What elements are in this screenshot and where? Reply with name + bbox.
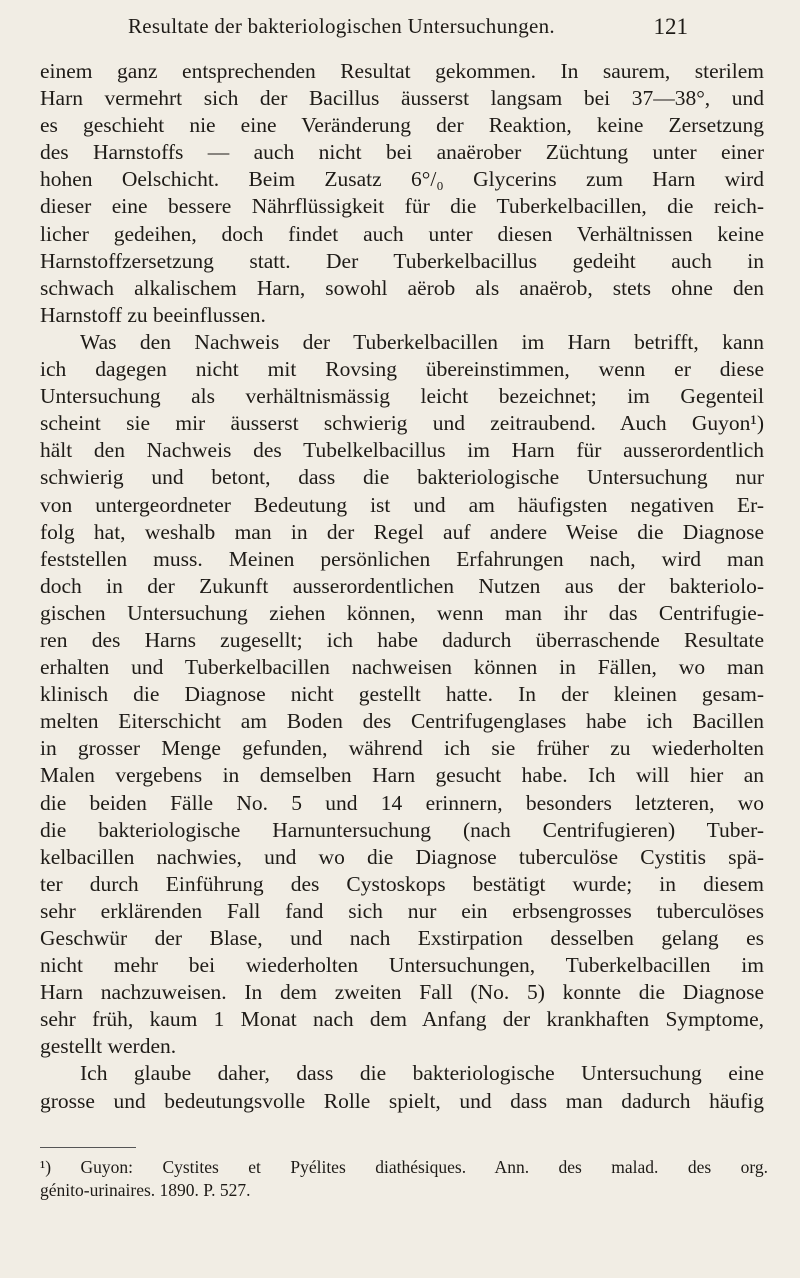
footnote-line: ¹) Guyon: Cystites et Pyélites diathésiques. Ann. des malad. des org. bbox=[40, 1157, 768, 1177]
text-line: es geschieht nie eine Veränderung der Reaktion, keine Zersetzung bbox=[40, 113, 764, 138]
text-line: Untersuchung als verhältnismässig leicht bezeichnet; im Gegenteil bbox=[40, 384, 764, 409]
text-line: Harn vermehrt sich der Bacillus äusserst langsam bei 37—38°, und bbox=[40, 86, 764, 111]
text-line: melten Eiterschicht am Boden des Centrifugenglases habe ich Bacillen bbox=[40, 709, 764, 734]
text-line: hält den Nachweis des Tubelkelbacillus im Harn für ausserordentlich bbox=[40, 438, 764, 463]
text-line: Harn nachzuweisen. In dem zweiten Fall (No. 5) konnte die Diagnose bbox=[40, 980, 764, 1005]
text-line: Geschwür der Blase, und nach Exstirpation desselben gelang es bbox=[40, 926, 764, 950]
text-line: schwierig und betont, dass die bakteriologische Untersuchung nur bbox=[40, 465, 764, 490]
text-line: von untergeordneter Bedeutung ist und am häufigsten negativen Er- bbox=[40, 492, 764, 517]
text-line: licher gedeihen, doch findet auch unter diesen Verhältnissen keine bbox=[40, 221, 764, 246]
text-line: grosse und bedeutungsvolle Rolle spielt, und dass man dadurch häufig bbox=[40, 1088, 764, 1113]
text-line: ter durch Einführung des Cystoskops bestätigt wurde; in diesem bbox=[40, 871, 764, 896]
body-text bbox=[40, 58, 764, 1115]
text-line: klinisch die Diagnose nicht gestellt hatte. In der kleinen gesam- bbox=[40, 682, 764, 707]
footnote-divider bbox=[40, 1147, 136, 1148]
footnote bbox=[40, 1156, 768, 1202]
text-line: nicht mehr bei wiederholten Untersuchungen, Tuberkelbacillen im bbox=[40, 953, 764, 978]
text-line: die beiden Fälle No. 5 und 14 erinnern, besonders letzteren, wo bbox=[40, 790, 764, 815]
text-line: hohen Oelschicht. Beim Zusatz 6°/₀ Glycerins zum Harn wird bbox=[40, 167, 764, 192]
paragraph-start-line: Was den Nachweis der Tuberkelbacillen im Harn betrifft, kann bbox=[80, 329, 764, 354]
text-line: einem ganz entsprechenden Resultat gekommen. In saurem, sterilem bbox=[40, 59, 764, 83]
page-header bbox=[128, 14, 688, 42]
text-line: folg hat, weshalb man in der Regel auf andere Weise die Diagnose bbox=[40, 519, 764, 544]
text-line: gischen Untersuchung ziehen können, wenn man ihr das Centrifugie- bbox=[40, 600, 764, 625]
text-line: dieser eine bessere Nährflüssigkeit für die Tuberkelbacillen, die reich- bbox=[40, 194, 764, 219]
text-line: schwach alkalischem Harn, sowohl aërob als anaërob, stets ohne den bbox=[40, 275, 764, 300]
text-line: in grosser Menge gefunden, während ich sie früher zu wiederholten bbox=[40, 736, 764, 761]
text-line: die bakteriologische Harnuntersuchung (nach Centrifugieren) Tuber- bbox=[40, 817, 764, 842]
text-line: des Harnstoffs — auch nicht bei anaërober Züchtung unter einer bbox=[40, 140, 764, 165]
page-number: 121 bbox=[653, 14, 688, 39]
text-line: feststellen muss. Meinen persönlichen Erfahrungen nach, wird man bbox=[40, 546, 764, 571]
text-line: ich dagegen nicht mit Rovsing übereinstimmen, wenn er diese bbox=[40, 357, 764, 382]
text-line: erhalten und Tuberkelbacillen nachweisen können in Fällen, wo man bbox=[40, 655, 764, 680]
text-line: scheint sie mir äusserst schwierig und zeitraubend. Auch Guyon¹) bbox=[40, 411, 764, 436]
text-line: kelbacillen nachwies, und wo die Diagnose tuberculöse Cystitis spä- bbox=[40, 844, 764, 869]
running-title: Resultate der bakteriologischen Untersuchungen. bbox=[128, 14, 555, 38]
paragraph-end-line: Harnstoff zu beeinflussen. bbox=[40, 302, 266, 327]
text-line: sehr früh, kaum 1 Monat nach dem Anfang der krankhaften Symptome, bbox=[40, 1007, 764, 1032]
text-line: sehr erklärenden Fall fand sich nur ein erbsengrosses tuberculöses bbox=[40, 898, 764, 923]
text-line: doch in der Zukunft ausserordentlichen Nutzen aus der bakteriolo- bbox=[40, 573, 764, 598]
paragraph-start-line: Ich glaube daher, dass die bakteriologische Untersuchung eine bbox=[80, 1061, 764, 1086]
text-line: Malen vergebens in demselben Harn gesucht habe. Ich will hier an bbox=[40, 763, 764, 788]
footnote-line: génito-urinaires. 1890. P. 527. bbox=[40, 1180, 251, 1200]
paragraph-end-line: gestellt werden. bbox=[40, 1034, 177, 1059]
text-line: ren des Harns zugesellt; ich habe dadurch überraschende Resultate bbox=[40, 627, 764, 652]
text-line: Harnstoffzersetzung statt. Der Tuberkelbacillus gedeiht auch in bbox=[40, 248, 764, 273]
